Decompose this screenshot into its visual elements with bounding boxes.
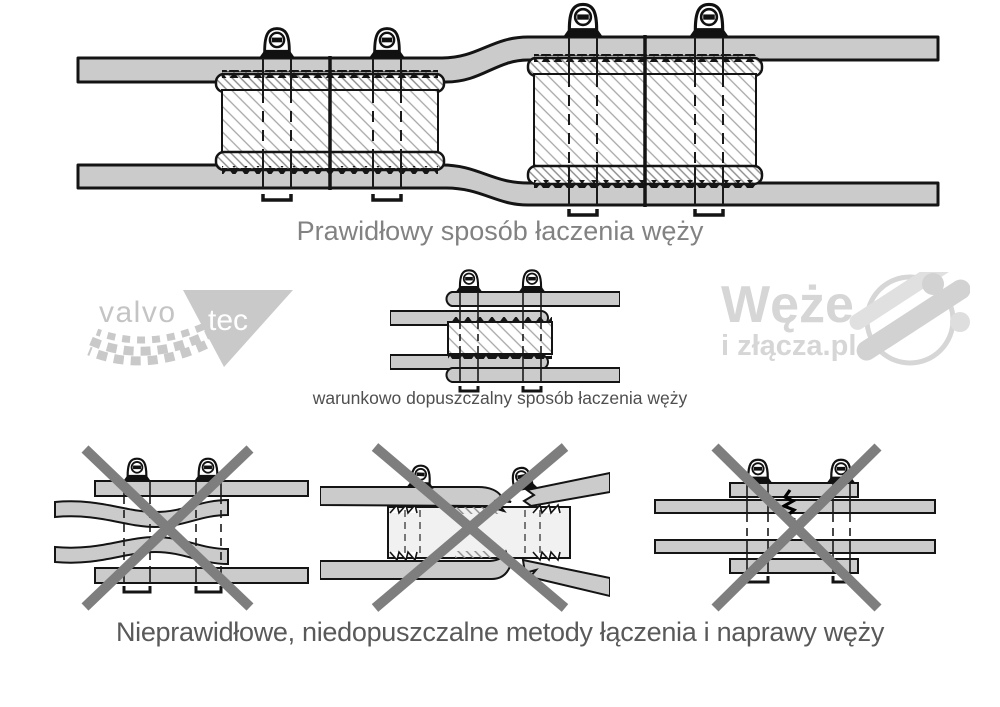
caption-incorrect-methods: Nieprawidłowe, niedopuszczalne metody łączenia i naprawy węży [115,617,885,647]
clamp-bracket [373,194,401,200]
clamp-bracket [196,586,221,592]
hose-end-tilted [524,473,610,506]
hoses-badge-icon [838,272,970,364]
hose-bottom-wall [78,165,938,205]
clamp-bolt-icon [689,4,729,37]
checkered-flag-icon [89,325,213,361]
clamp-bracket [124,586,150,592]
hose-top-wall [78,37,938,82]
weze-zlacza-logo [715,272,970,382]
bad-method-angled-connection [320,440,610,615]
clamp-bracket [695,209,723,215]
clamp-bolt-icon [563,4,603,37]
hose-end-icon [950,312,970,332]
clamp-bracket [569,209,597,215]
weze-logo-line1: Węże [721,276,854,334]
caption-conditional-method: warunkowo dopuszczalny sposób łaczenia węży [312,388,688,408]
valvotec-logo [85,283,300,378]
hose-end-icon [922,273,944,295]
valvotec-triangle-word: tec [208,304,249,337]
clamp-bolt-icon [519,270,546,292]
clamp-bolt-icon [123,459,150,481]
bad-method-hose-in-hose [50,440,320,615]
hose-coupling [448,317,552,359]
valvotec-word: valvo [99,296,177,329]
hose-bottom-wall [446,368,620,382]
weze-logo-line2: i złącza.pl [721,330,857,362]
bad-method-damaged-repair [650,440,940,615]
hose-coupling-left [216,56,444,190]
hose-coupling-right [528,35,762,207]
clamp-bolt-icon [456,270,483,292]
correct-connection-diagram [0,0,1000,220]
cross-out-x-icon [715,447,878,608]
clamp-bolt-icon [259,29,295,58]
hose-bottom-wall [655,540,935,553]
hose-top-wall [446,292,620,306]
clamp-bracket [263,194,291,200]
conditional-connection-diagram [390,268,620,396]
caption-correct-method: Prawidłowy sposób łaczenia węży [296,216,704,246]
clamp-bolt-icon [369,29,405,58]
